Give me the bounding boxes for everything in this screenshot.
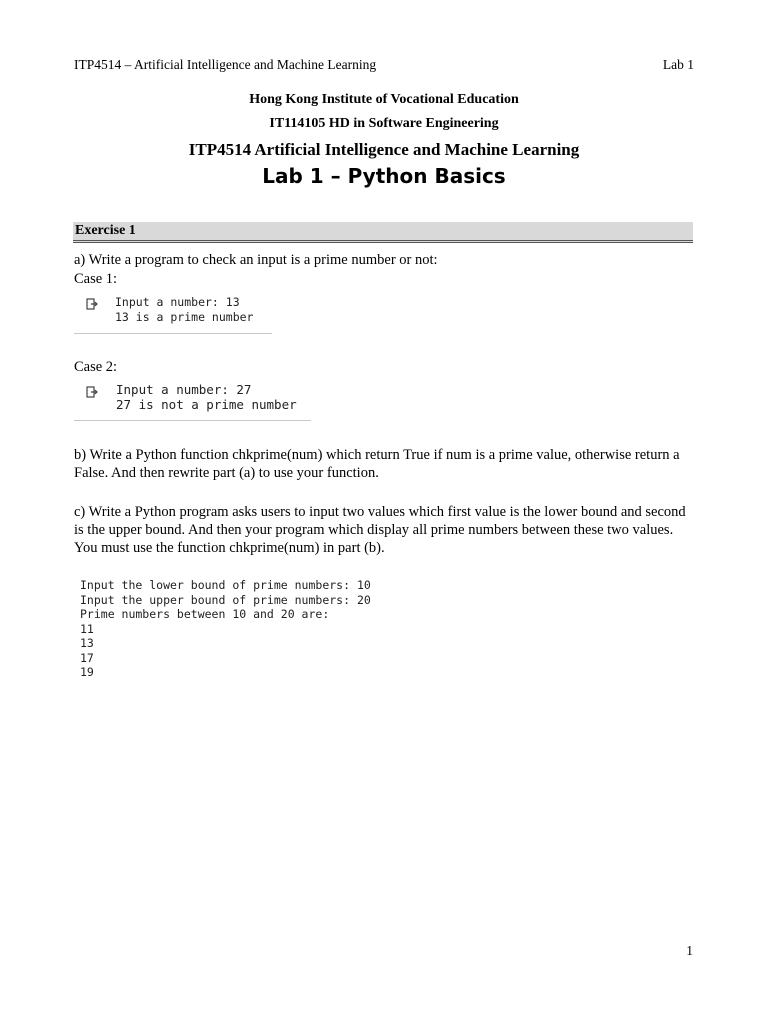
course-title: ITP4514 Artificial Intelligence and Machine Learning (188, 140, 580, 159)
console-line: Input the upper bound of prime numbers: 20 (80, 592, 371, 607)
running-header-right: Lab 1 (662, 57, 694, 72)
lab-title: Lab 1 – Python Basics (262, 164, 506, 188)
case2-label: Case 2: (74, 359, 118, 375)
output-icon (86, 385, 98, 403)
output-icon (86, 297, 98, 315)
running-header-left: ITP4514 – Artificial Intelligence and Machine Learning (74, 57, 377, 72)
case2-divider (74, 420, 311, 421)
institute-name: Hong Kong Institute of Vocational Education (249, 92, 519, 107)
exercise-heading: Exercise 1 (75, 223, 136, 238)
exercise-heading-bar (73, 222, 693, 243)
console-line: 13 is a prime number (115, 310, 254, 324)
case1-divider (74, 333, 272, 334)
console-line: Prime numbers between 10 and 20 are: (80, 607, 330, 621)
console-line: Input a number: 13 (115, 295, 240, 309)
console-line: 27 is not a prime number (116, 397, 297, 412)
part-a-text: a) Write a program to check an input is a prime number or not: (74, 252, 438, 268)
page-number: 1 (686, 943, 693, 958)
case2-output (116, 382, 297, 412)
console-line: Input a number: 27 (116, 382, 252, 397)
case1-label: Case 1: (74, 271, 118, 287)
console-line: 11 (80, 621, 94, 636)
console-line: Input the lower bound of prime numbers: 10 (80, 578, 371, 592)
part-b-text: b) Write a Python function chkprime(num) which return True if num is a prime value, otherwise return a False. And then rewrite part (a) to use your function. (74, 447, 680, 481)
console-line: 17 (80, 650, 94, 665)
console-line: 19 (80, 665, 94, 679)
programme-name: IT114105 HD in Software Engineering (269, 116, 499, 131)
part-c-output (80, 578, 371, 680)
part-c-text: c) Write a Python program asks users to input two values which first value is the lower bound and second is the upper bound. And then your program which display all prime numbers between these two values. You must use the function chkprime(num) in part (b). (74, 504, 686, 556)
case1-output (115, 295, 253, 325)
console-line: 13 (80, 636, 94, 650)
